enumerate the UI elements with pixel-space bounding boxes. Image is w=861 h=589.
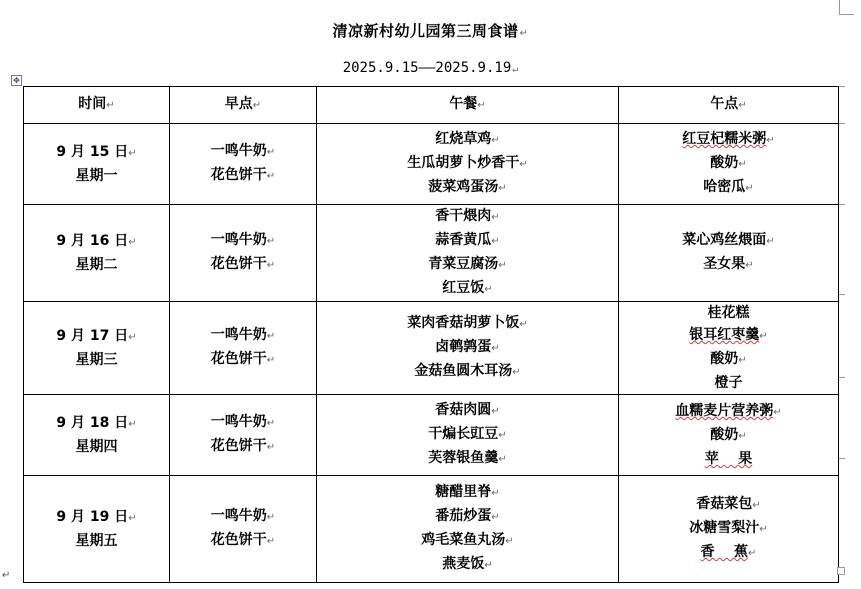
snack-item: 圣女果↵ xyxy=(703,256,754,272)
snack-cell xyxy=(619,205,839,302)
lunch-item: 鸡毛菜鱼丸汤↵ xyxy=(421,532,514,548)
row-end-marker xyxy=(839,294,845,295)
breakfast-item: 花色饼干↵ xyxy=(210,167,276,183)
snack-item: 血糯麦片营养粥↵ xyxy=(675,403,782,419)
date-text: 9 月 15 日↵ xyxy=(56,144,137,160)
breakfast-item: 一鸣牛奶↵ xyxy=(210,508,276,524)
snack-item: 香菇菜包↵ xyxy=(696,496,761,512)
row-end-marker xyxy=(839,458,845,459)
snack-item: 香 蕉↵ xyxy=(700,544,757,560)
lunch-item: 卤鹌鹑蛋↵ xyxy=(435,339,500,355)
snack-item: 冰糖雪梨汁↵ xyxy=(689,520,768,536)
date-cell xyxy=(24,395,170,476)
breakfast-item: 花色饼干↵ xyxy=(210,351,276,367)
table-header-row xyxy=(24,87,839,124)
breakfast-cell xyxy=(170,205,317,302)
table-row xyxy=(24,205,839,302)
date-text: 9 月 19 日↵ xyxy=(56,509,137,525)
weekday-text: 星期五 xyxy=(75,533,118,549)
lunch-item: 菠菜鸡蛋汤↵ xyxy=(428,179,507,195)
date-cell xyxy=(24,205,170,302)
lunch-item: 干煸长豇豆↵ xyxy=(428,426,507,442)
snack-item: 银耳红枣羹↵ xyxy=(689,327,768,343)
lunch-item: 芙蓉银鱼羹↵ xyxy=(428,450,507,466)
lunch-item: 糖醋里脊↵ xyxy=(435,484,500,500)
breakfast-item: 花色饼干↵ xyxy=(210,532,276,548)
header-time: 时间↵ xyxy=(24,87,170,124)
lunch-cell xyxy=(317,302,619,395)
lunch-cell xyxy=(317,124,619,205)
lunch-item: 金菇鱼圆木耳汤↵ xyxy=(414,363,521,379)
snack-item: 红豆杞糯米粥↵ xyxy=(682,131,775,147)
lunch-cell xyxy=(317,395,619,476)
lunch-item: 红烧草鸡↵ xyxy=(435,131,500,147)
paragraph-mark: ↵ xyxy=(2,570,11,581)
lunch-cell xyxy=(317,205,619,302)
lunch-item: 番茄炒蛋↵ xyxy=(435,508,500,524)
table-row xyxy=(24,302,839,395)
snack-item: 酸奶↵ xyxy=(710,155,747,171)
breakfast-cell xyxy=(170,124,317,205)
breakfast-cell xyxy=(170,476,317,583)
weekday-text: 星期四 xyxy=(75,439,118,455)
breakfast-item: 花色饼干↵ xyxy=(210,438,276,454)
snack-cell xyxy=(619,302,839,395)
table-row xyxy=(24,476,839,583)
lunch-item: 香菇肉圆↵ xyxy=(435,402,500,418)
weekly-menu-table xyxy=(23,86,839,583)
snack-item: 酸奶↵ xyxy=(710,427,747,443)
weekday-text: 星期三 xyxy=(75,352,118,368)
snack-cell xyxy=(619,395,839,476)
date-text: 9 月 17 日↵ xyxy=(56,328,137,344)
breakfast-item: 花色饼干↵ xyxy=(210,256,276,272)
snack-item: 酸奶↵ xyxy=(710,351,747,367)
menu-date-range: 2025.9.15——2025.9.19↵ xyxy=(342,60,519,76)
date-cell xyxy=(24,476,170,583)
lunch-cell xyxy=(317,476,619,583)
snack-cell xyxy=(619,124,839,205)
breakfast-cell xyxy=(170,302,317,395)
table-move-handle-icon[interactable]: ✥ xyxy=(11,75,22,86)
lunch-item: 蒜香黄瓜↵ xyxy=(435,232,500,248)
date-cell xyxy=(24,124,170,205)
breakfast-item: 一鸣牛奶↵ xyxy=(210,143,276,159)
lunch-item: 燕麦饭↵ xyxy=(442,556,493,572)
lunch-item: 菜肉香菇胡萝卜饭↵ xyxy=(407,315,528,331)
date-text: 9 月 16 日↵ xyxy=(56,233,137,249)
snack-item: 哈密瓜↵ xyxy=(703,179,754,195)
snack-item: 桂花糕 xyxy=(707,305,750,321)
menu-title: 清凉新村幼儿园第三周食谱↵ xyxy=(332,22,529,40)
weekday-text: 星期二 xyxy=(75,257,118,273)
header-snack: 午点↵ xyxy=(619,87,839,124)
table-row xyxy=(24,395,839,476)
snack-item: 橙子 xyxy=(714,375,743,391)
snack-item: 菜心鸡丝煨面↵ xyxy=(682,232,775,248)
snack-item: 苹 果 xyxy=(704,451,753,467)
header-lunch: 午餐↵ xyxy=(317,87,619,124)
breakfast-item: 一鸣牛奶↵ xyxy=(210,232,276,248)
lunch-item: 香干煨肉↵ xyxy=(435,208,500,224)
breakfast-item: 一鸣牛奶↵ xyxy=(210,327,276,343)
table-resize-handle[interactable] xyxy=(837,567,845,575)
table-row xyxy=(24,124,839,205)
date-text: 9 月 18 日↵ xyxy=(56,415,137,431)
row-end-marker xyxy=(839,123,845,124)
lunch-item: 青菜豆腐汤↵ xyxy=(428,256,507,272)
breakfast-cell xyxy=(170,395,317,476)
row-end-marker xyxy=(839,86,845,87)
snack-cell xyxy=(619,476,839,583)
header-breakfast: 早点↵ xyxy=(170,87,317,124)
row-end-marker xyxy=(839,377,845,378)
lunch-item: 红豆饭↵ xyxy=(442,280,493,296)
weekday-text: 星期一 xyxy=(75,168,118,184)
date-cell xyxy=(24,302,170,395)
breakfast-item: 一鸣牛奶↵ xyxy=(210,414,276,430)
row-end-marker xyxy=(839,204,845,205)
page-corner-marker xyxy=(839,0,854,15)
lunch-item: 生瓜胡萝卜炒香干↵ xyxy=(407,155,528,171)
